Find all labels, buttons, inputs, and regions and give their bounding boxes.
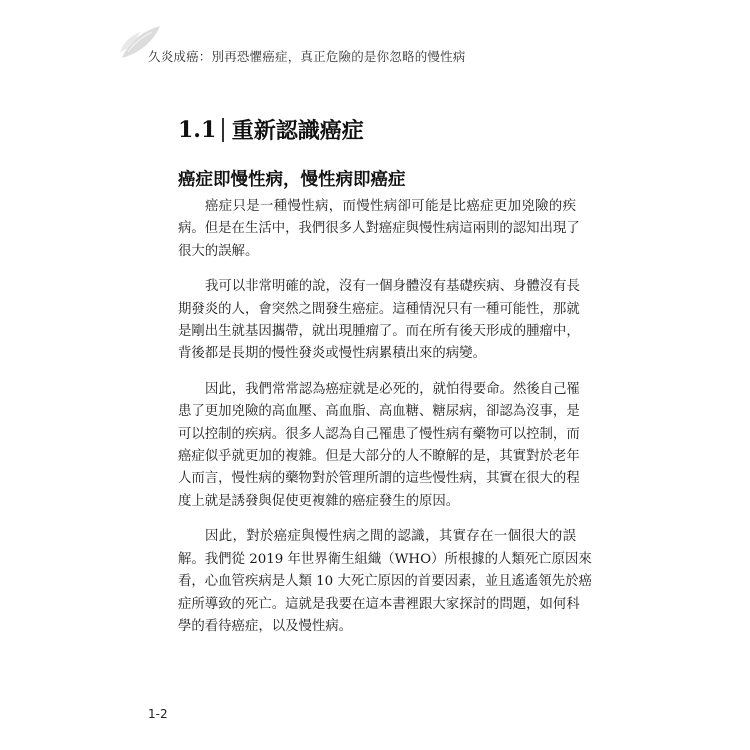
text-line: 人而言，慢性病的藥物對於管理所謂的這些慢性病，其實在很大的程 — [178, 471, 580, 487]
paragraph-1 — [178, 196, 580, 263]
paragraph-3 — [178, 379, 580, 513]
text-line: 因此，我們常常認為癌症就是必死的，就怕得要命。然後自己罹 — [205, 381, 580, 397]
text-line: 症所導致的死亡。這就是我要在這本書裡跟大家探討的問題，如何科 — [178, 596, 580, 612]
section-heading — [178, 114, 364, 145]
text-line: 解。我們從 2019 年世界衛生組織（WHO）所根據的人類死亡原因來 — [178, 551, 592, 567]
section-title: 重新認識癌症 — [231, 119, 364, 144]
text-line: 病。但是在生活中，我們很多人對癌症與慢性病這兩則的認知出現了 — [178, 221, 580, 237]
section-number: 1.1 — [178, 116, 217, 143]
text-line: 度上就是誘發與促使更複雜的癌症發生的原因。 — [178, 493, 460, 509]
text-line: 癌症只是一種慢性病，而慢性病卻可能是比癌症更加兇險的疾 — [205, 199, 576, 214]
text-line: 患了更加兇險的高血壓、高血脂、高血糖、糖尿病，卻認為沒事，是 — [178, 404, 580, 420]
paragraph-2 — [178, 276, 580, 366]
text-line: 背後都是長期的慢性發炎或慢性病累積出來的病變。 — [178, 346, 486, 362]
text-line: 期發炎的人，會突然之間發生癌症。這種情況只有一種可能性，那就 — [178, 301, 580, 317]
text-line: 因此，對於癌症與慢性病之間的認識，其實存在一個很大的誤 — [205, 529, 576, 545]
text-line: 是剛出生就基因攜帶，就出現腫瘤了。而在所有後天形成的腫瘤中， — [178, 324, 580, 340]
running-header: 久炎成癌：別再恐懼癌症，真正危險的是你忽略的慢性病 — [148, 49, 466, 64]
paragraph-4 — [178, 526, 592, 638]
text-line: 癌症似乎就更加的複雜。但是大部分的人不瞭解的是，其實對於老年 — [178, 449, 580, 465]
text-line: 學的看待癌症，以及慢性病。 — [178, 618, 353, 634]
text-line: 我可以非常明確的說，沒有一個身體沒有基礎疾病、身體沒有長 — [205, 279, 580, 295]
section-divider — [222, 118, 224, 142]
text-line: 可以控制的疾病。很多人認為自己罹患了慢性病有藥物可以控制，而 — [178, 426, 580, 442]
text-line: 看，心血管疾病是人類 10 大死亡原因的首要因素，並且遙遙領先於癌 — [178, 574, 592, 590]
subsection-title: 癌症即慢性病，慢性病即癌症 — [178, 170, 406, 190]
body-text — [178, 196, 592, 651]
page-number: 1-2 — [148, 707, 168, 721]
text-line: 很大的誤解。 — [178, 243, 259, 259]
